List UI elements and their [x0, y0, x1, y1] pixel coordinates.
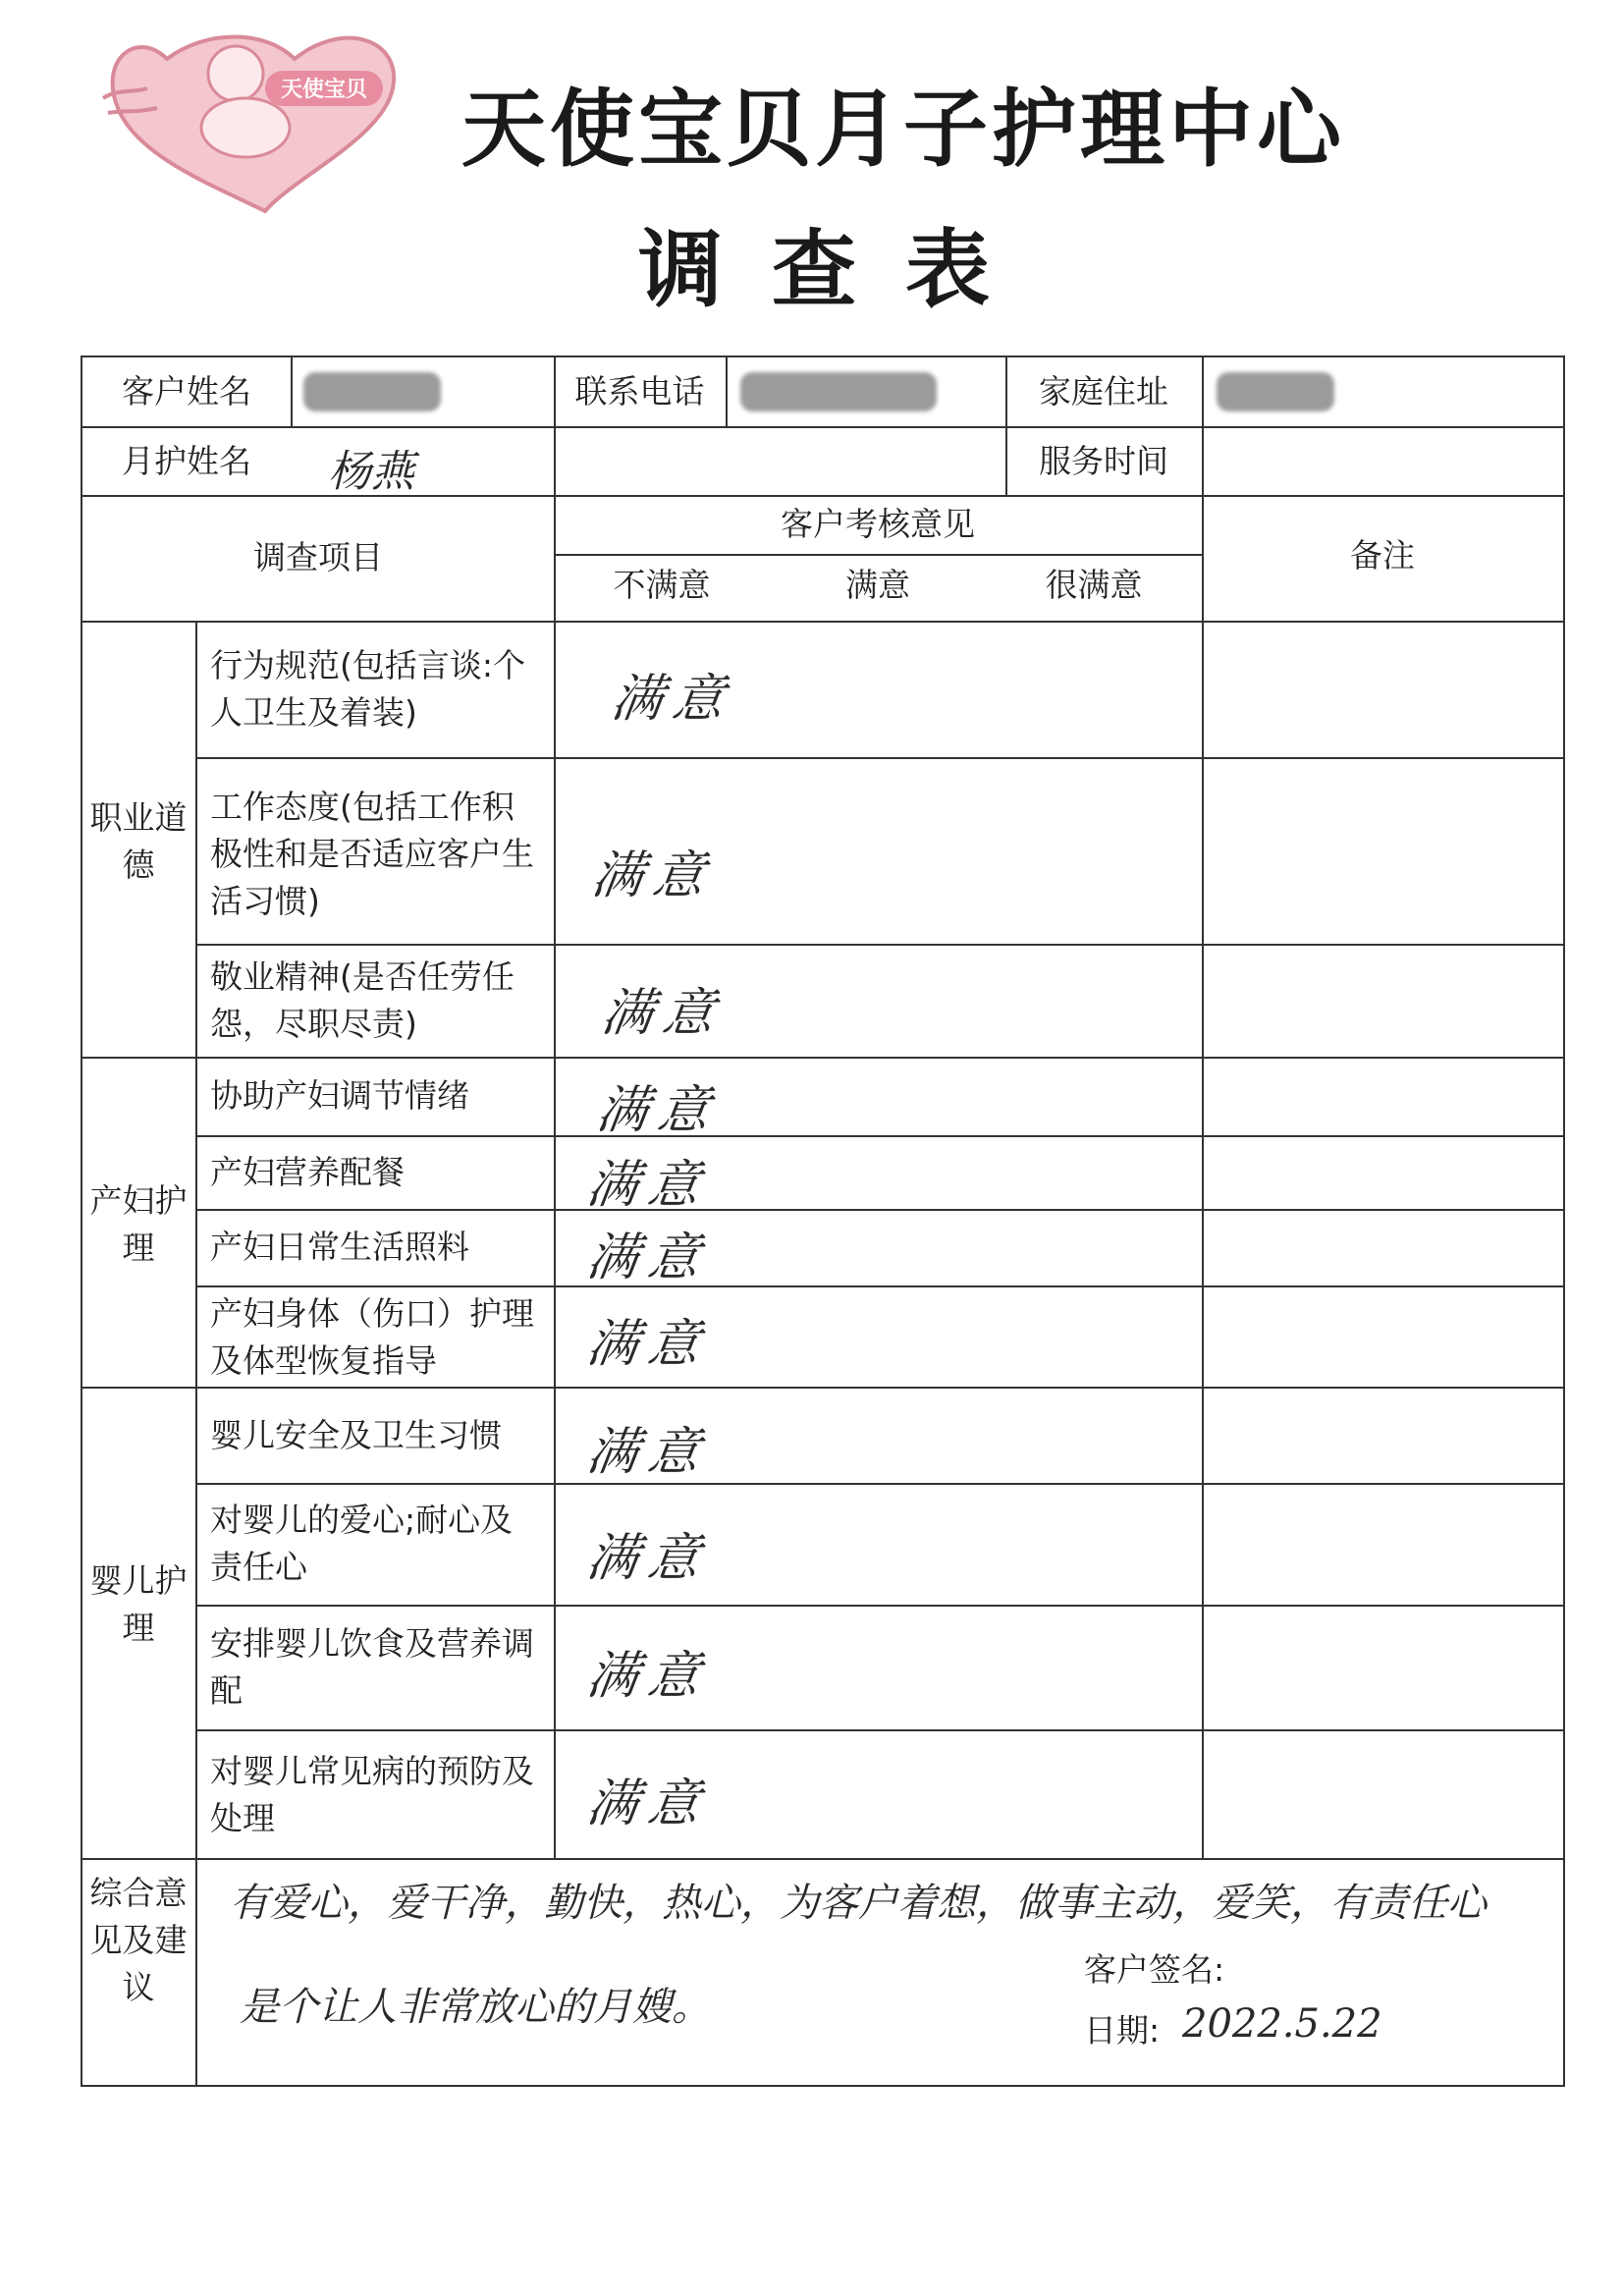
response-recovery: 满意 [583, 1315, 714, 1374]
remark-header: 备注 [1350, 536, 1415, 574]
comments-line-1: 有爱心，爱干净，勤快，热心，为客户着想，做事主动，爱笑，有责任心 [230, 1881, 1487, 1926]
address-redacted [1217, 372, 1334, 411]
service-time-label: 服务时间 [1039, 442, 1168, 480]
item-baby-illness: 对婴儿常见病的预防及处理 [210, 1752, 534, 1837]
item-attitude: 工作态度(包括工作积极性和是否适应客户生活习惯) [210, 788, 534, 920]
survey-table [81, 355, 1565, 2087]
client-name-redacted [303, 372, 441, 411]
client-name-label: 客户姓名 [122, 372, 251, 410]
group-label-mother-care: 产妇护理 [89, 1181, 188, 1267]
address-label: 家庭住址 [1039, 372, 1168, 410]
item-emotion: 协助产妇调节情绪 [210, 1076, 469, 1115]
nurse-name-label: 月护姓名 [122, 442, 251, 480]
response-baby-safety: 满意 [583, 1423, 714, 1482]
form-subtitle: 调查表 [638, 221, 1039, 319]
item-behavior: 行为规范(包括言谈:个人卫生及着装) [210, 646, 525, 732]
center-title: 天使宝贝月子护理中心 [461, 81, 1345, 179]
option-unsatisfied: 不满意 [613, 566, 711, 604]
option-satisfied: 满意 [845, 566, 910, 604]
item-baby-feeding: 安排婴儿饮食及营养调配 [210, 1624, 534, 1710]
phone-label: 联系电话 [574, 372, 705, 410]
company-logo [98, 20, 422, 216]
response-behavior: 满意 [608, 670, 738, 729]
option-very-satisfied: 很满意 [1045, 566, 1143, 604]
response-baby-feeding: 满意 [583, 1647, 714, 1706]
opinion-header: 客户考核意见 [781, 505, 975, 543]
item-baby-love: 对婴儿的爱心;耐心及责任心 [210, 1501, 514, 1586]
comments-label: 综合意见及建议 [89, 1874, 188, 2006]
signature-label: 客户签名: [1084, 1950, 1225, 1989]
group-label-baby-care: 婴儿护理 [89, 1561, 188, 1647]
phone-redacted [740, 372, 937, 411]
item-dedication: 敬业精神(是否任劳任怨，尽职尽责) [210, 957, 514, 1043]
response-emotion: 满意 [593, 1081, 724, 1140]
comments-line-2: 是个让人非常放心的月嫂。 [240, 1985, 711, 2030]
response-baby-illness: 满意 [583, 1775, 714, 1833]
group-label-ethics: 职业道德 [89, 798, 188, 884]
nurse-name-value: 杨燕 [328, 447, 414, 497]
response-baby-love: 满意 [583, 1529, 714, 1588]
item-nutrition: 产妇营养配餐 [210, 1153, 405, 1191]
item-daily-care: 产妇日常生活照料 [210, 1228, 469, 1266]
logo-text: 天使宝贝 [280, 78, 368, 102]
item-recovery: 产妇身体（伤口）护理及体型恢复指导 [210, 1294, 534, 1380]
response-dedication: 满意 [598, 984, 729, 1043]
response-daily-care: 满意 [583, 1229, 714, 1287]
response-nutrition: 满意 [583, 1156, 714, 1215]
item-baby-safety: 婴儿安全及卫生习惯 [210, 1416, 502, 1454]
survey-item-header: 调查项目 [253, 538, 383, 576]
date-label: 日期: [1084, 2011, 1161, 2050]
response-attitude: 满意 [588, 847, 719, 905]
date-value: 2022.5.22 [1182, 2001, 1382, 2047]
